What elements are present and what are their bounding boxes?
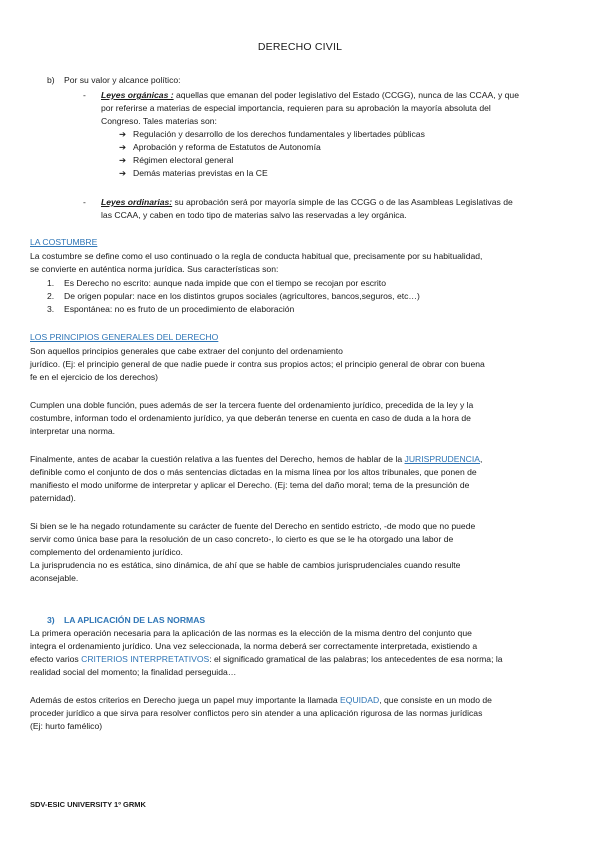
equidad-paragraph	[30, 694, 575, 733]
leyes-ordinarias-text2: las CCAA, y caben en todo tipo de materias salvo las reservadas a ley orgánica.	[101, 210, 407, 221]
leyes-organicas-text3: Congreso. Tales materias son:	[101, 116, 217, 127]
leyes-organicas-block	[83, 89, 573, 128]
materias-list	[119, 128, 559, 180]
jurisprudencia-p3-line1: La jurisprudencia no es estática, sino dinámica, de ahí que se hable de cambios jurisprudenciales cuando resulte	[30, 560, 461, 571]
aplicacion-line3	[30, 653, 575, 666]
list-item-text: Demás materias previstas en la CE	[133, 168, 268, 179]
list-item	[119, 128, 559, 141]
section-b-heading	[47, 74, 567, 87]
jurisprudencia-paragraph-2	[30, 520, 575, 585]
aplicacion-paragraph	[30, 627, 575, 679]
principios-line3: fe en el ejercicio de los derechos)	[30, 372, 159, 383]
aplicacion-line3-pre: efecto varios	[30, 654, 82, 665]
funcion-line2: costumbre, informan todo el ordenamiento jurídico, ya que deberán tenerse en cuenta en caso de duda a la hora de	[30, 413, 471, 424]
equidad-line3: (Ej: hurto famélico)	[30, 721, 103, 732]
jurisprudencia-term: JURISPRUDENCIA	[404, 454, 480, 464]
equidad-post: , que consiste en un modo de	[379, 695, 492, 705]
dash-marker: -	[83, 197, 86, 207]
equidad-pre: Además de estos criterios en Derecho juega un papel muy importante la llamada	[30, 695, 341, 705]
page-title: DERECHO CIVIL	[257, 41, 343, 53]
criterios-term: CRITERIOS INTERPRETATIVOS	[81, 654, 210, 665]
jurisprudencia-line3: manifiesto el modo uniforme de interpretar y aplicar el Derecho. (Ej: tema del daño moral; tema de la presunción de	[30, 480, 470, 491]
arrow-icon: ➔	[119, 142, 127, 153]
jurisprudencia-p2-line2: servir como única base para la resolución de un caso concreto-, lo cierto es que se le ha otorgado una labor de	[30, 534, 454, 545]
list-item	[47, 290, 567, 303]
leyes-organicas-line1	[83, 89, 573, 102]
principios-funcion	[30, 399, 575, 438]
section-b-text: Por su valor y alcance político:	[64, 75, 181, 85]
leyes-ordinarias-line1	[83, 196, 573, 209]
arrow-icon: ➔	[119, 129, 127, 139]
list-item-text: Espontánea: no es fruto de un procedimiento de elaboración	[64, 304, 295, 315]
leyes-organicas-text2: por referirse a materias de especial importancia, requieren para su aprobación la mayoría absoluta del	[101, 103, 491, 114]
aplicacion-heading	[47, 614, 205, 627]
jurisprudencia-p2-line3: complemento del ordenamiento jurídico.	[30, 547, 183, 558]
principios-line1: Son aquellos principios generales que cabe extraer del conjunto del ordenamiento	[30, 346, 343, 356]
leyes-ordinarias-text1: su aprobación será por mayoría simple de las CCGG o de las Asambleas Legislativas de	[172, 197, 513, 207]
arrow-icon: ➔	[119, 168, 127, 179]
jurisprudencia-paragraph	[30, 453, 575, 505]
section-b-marker: b)	[47, 75, 55, 85]
jurisprudencia-p3-line2: aconsejable.	[30, 573, 79, 584]
leyes-organicas-term: Leyes orgánicas :	[101, 90, 174, 100]
costumbre-intro-line2: se convierte en auténtica norma jurídica. Sus características son:	[30, 264, 279, 275]
jurisprudencia-p2-line1: Si bien se le ha negado rotundamente su carácter de fuente del Derecho en sentido estricto, -de modo que no puede	[30, 521, 476, 531]
principios-heading: LOS PRINCIPIOS GENERALES DEL DERECHO	[30, 332, 219, 342]
list-item	[119, 167, 559, 180]
page-footer: SDV-ESIC UNIVERSITY 1º GRMK	[30, 800, 146, 809]
list-item-text: Regulación y desarrollo de los derechos fundamentales y libertades públicas	[133, 129, 425, 139]
jurisprudencia-text-pre: Finalmente, antes de acabar la cuestión relativa a las fuentes del Derecho, hemos de hablar de la	[30, 454, 405, 464]
aplicacion-heading-number: 3)	[47, 615, 55, 625]
principios-line2: jurídico. (Ej: el principio general de que nadie puede ir contra sus propios actos; el principio general de obrar con buena	[30, 359, 485, 370]
list-item-text: Aprobación y reforma de Estatutos de Autonomía	[133, 142, 321, 153]
list-item	[47, 303, 567, 316]
equidad-line1	[30, 694, 575, 707]
list-item-text: De origen popular: nace en los distintos grupos sociales (agricultores, bancos,seguros, etc…)	[64, 291, 420, 302]
costumbre-list	[47, 277, 567, 316]
equidad-term: EQUIDAD	[340, 695, 380, 705]
list-item-number: 1.	[47, 278, 55, 288]
aplicacion-line1: La primera operación necesaria para la aplicación de las normas es la elección de la misma dentro del conjunto que	[30, 628, 472, 638]
costumbre-intro	[30, 250, 575, 276]
leyes-ordinarias-block	[83, 196, 573, 222]
list-item-number: 3.	[47, 304, 55, 315]
list-item	[47, 277, 567, 290]
funcion-line3: interpretar una norma.	[30, 426, 116, 437]
list-item-number: 2.	[47, 291, 55, 302]
list-item-text: Régimen electoral general	[133, 155, 234, 166]
leyes-ordinarias-term: Leyes ordinarias:	[101, 197, 173, 207]
aplicacion-line4: realidad social del momento; la finalidad perseguida…	[30, 667, 237, 678]
funcion-line1: Cumplen una doble función, pues además de ser la tercera fuente del ordenamiento jurídico, precedida de la ley y la	[30, 400, 474, 410]
list-item-text: Es Derecho no escrito: aunque nada impide que con el tiempo se recojan por escrito	[64, 278, 386, 288]
jurisprudencia-text-post: ,	[479, 454, 483, 464]
jurisprudencia-line2: definible como el conjunto de dos o más sentencias dictadas en la misma línea por los altos tribunales, que ponen de	[30, 467, 477, 478]
aplicacion-line3-post: : el significado gramatical de las palabras; los antecedentes de esa norma; la	[209, 654, 503, 665]
equidad-line2: proceder jurídico a que sirva para resolver conflictos pero sin atender a una aplicación rigurosa de las normas jurídicas	[30, 708, 483, 719]
aplicacion-line2: integra el ordenamiento jurídico. Una vez seleccionada, la norma deberá ser correctamente interpretada, existiendo a	[30, 641, 478, 652]
costumbre-intro-line1: La costumbre se define como el uso continuado o la regla de conducta habitual que, precisamente por su habitualidad,	[30, 251, 483, 261]
principios-definition	[30, 345, 575, 384]
aplicacion-heading-text: LA APLICACIÓN DE LAS NORMAS	[64, 615, 206, 625]
jurisprudencia-line4: paternidad).	[30, 493, 76, 504]
list-item	[119, 154, 559, 167]
list-item	[119, 141, 559, 154]
dash-marker: -	[83, 90, 86, 100]
leyes-organicas-text1: aquellas que emanan del poder legislativo del Estado (CCGG), nunca de las CCAA, y que	[173, 90, 519, 100]
arrow-icon: ➔	[119, 155, 127, 166]
jurisprudencia-line1	[30, 453, 575, 466]
costumbre-heading: LA COSTUMBRE	[30, 237, 98, 247]
